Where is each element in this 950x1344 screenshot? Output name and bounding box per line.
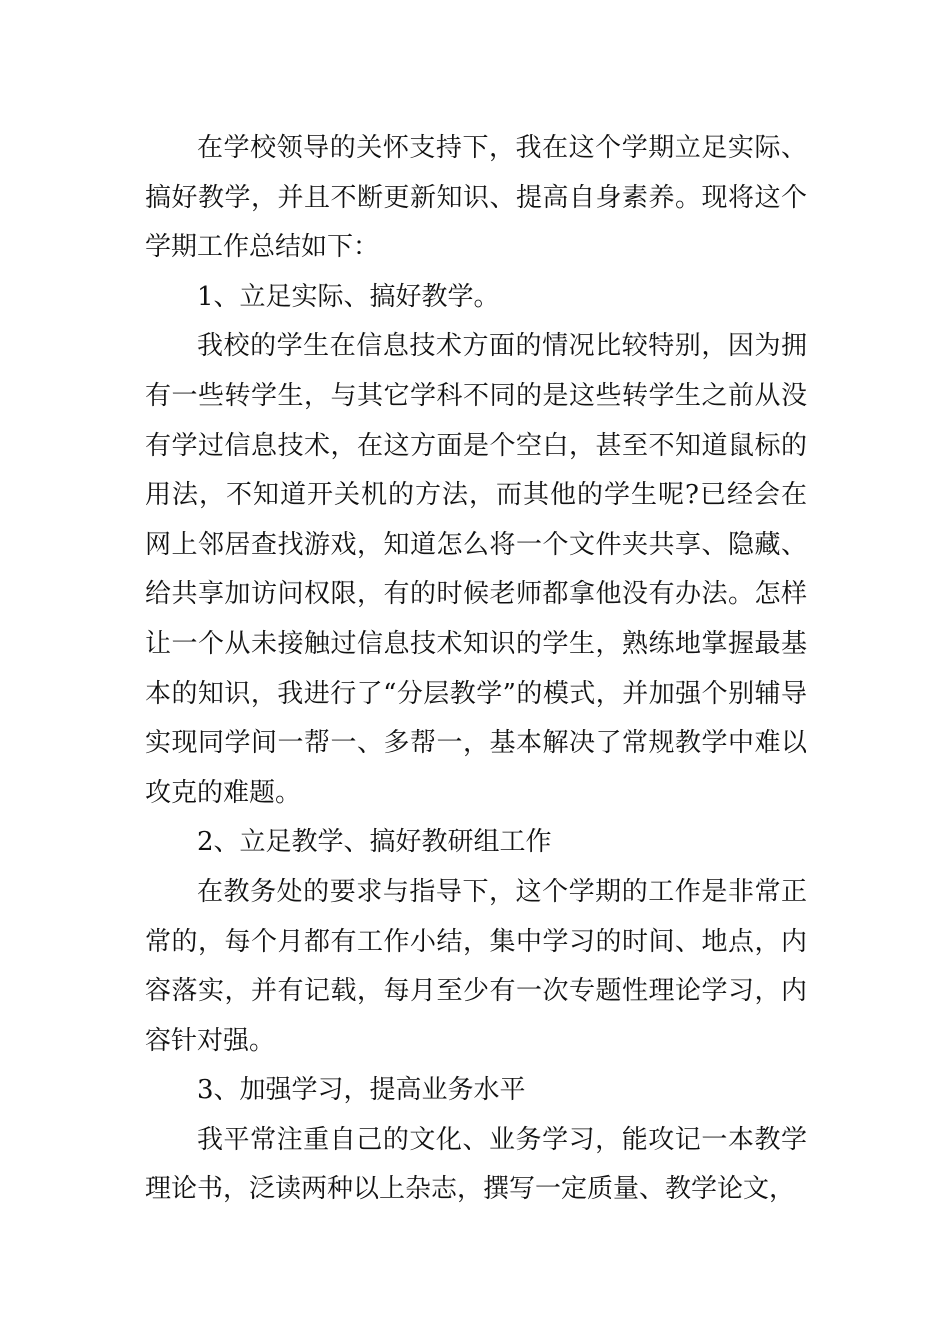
section-heading-3: 3、加强学习，提高业务水平 [197, 1075, 526, 1106]
section-1-paragraph: 我校的学生在信息技术方面的情况比较特别，因为拥有一些转学生，与其它学科不同的是这些转学生之前从没有学过信息技术，在这方面是个空白，甚至不知道鼠标的用法，不知道开关机的方法，而其他的学生呢?已经会在网上邻居查找游戏，知道怎么将一个文件夹共享、隐藏、给共享加访问权限，有的时候老师都拿他没有办法。怎样让一个从未接触过信息技术知识的学生，熟练地掌握最基本的知识，我进行了“分层教学”的模式，并加强个别辅导实现同学间一帮一、多帮一，基本解决了常规教学中难以攻克的难题。 [145, 331, 807, 808]
section-heading-1: 1、立足实际、搞好教学。 [197, 281, 500, 312]
section-2-paragraph: 在教务处的要求与指导下，这个学期的工作是非常正常的，每个月都有工作小结，集中学习的时间、地点，内容落实，并有记载，每月至少有一次专题性理论学习，内容针对强。 [145, 876, 807, 1056]
section-3-paragraph: 我平常注重自己的文化、业务学习，能攻记一本教学理论书，泛读两种以上杂志，撰写一定质量、教学论文， [145, 1124, 807, 1205]
document-body [145, 124, 807, 1215]
section-heading-2: 2、立足教学、搞好教研组工作 [197, 827, 552, 858]
intro-paragraph: 在学校领导的关怀支持下，我在这个学期立足实际、搞好教学，并且不断更新知识、提高自身素养。现将这个学期工作总结如下： [145, 133, 807, 263]
